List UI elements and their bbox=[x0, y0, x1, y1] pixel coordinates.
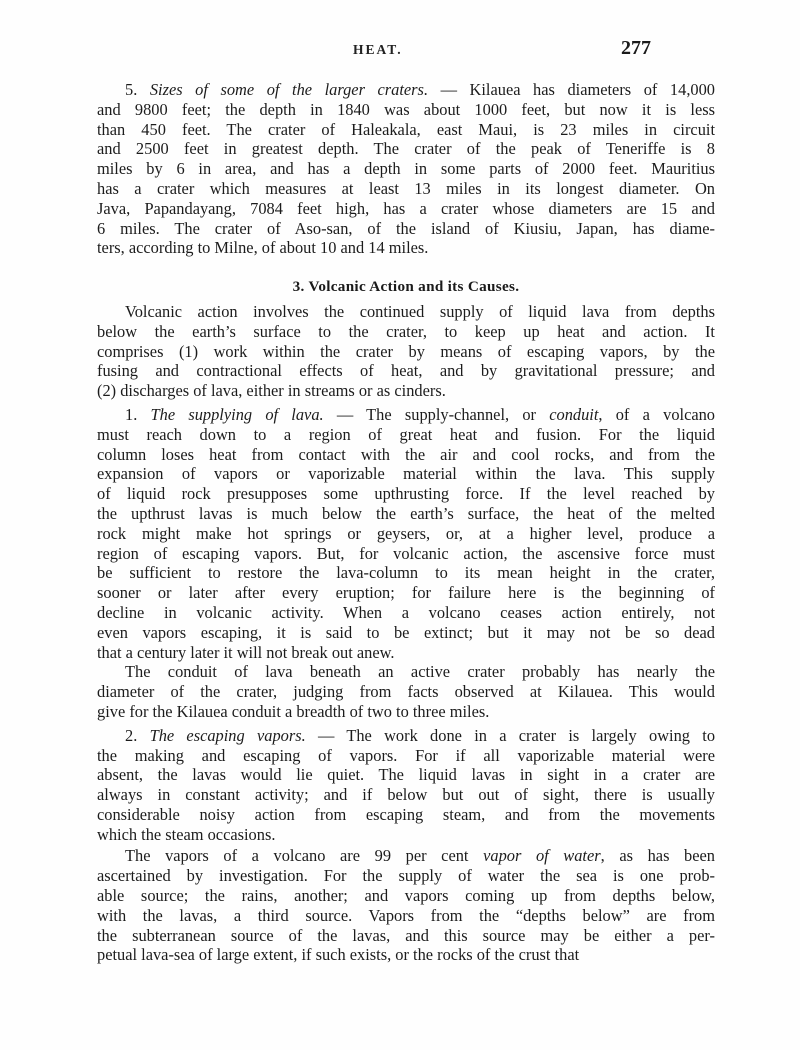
text-line: 2. The escaping vapors. — The work done in a crater is largely owing to bbox=[125, 725, 716, 745]
text-line: and 2500 feet in greatest depth. The crater of the peak of Teneriffe is 8 bbox=[97, 139, 715, 159]
text-line: and 9800 feet; the depth in 1840 was about 1000 feet, but now it is less bbox=[97, 99, 715, 119]
text-line: 5. Sizes of some of the larger craters. — Kilauea has diameters of 14,000 bbox=[125, 80, 715, 99]
text-line: decline in volcanic activity. When a volcano ceases action entirely, not bbox=[97, 602, 715, 622]
text-line: which the steam occasions. bbox=[97, 824, 276, 844]
running-head: HEAT. bbox=[353, 42, 403, 57]
text-line: Java, Papandayang, 7084 feet high, has a crater whose diameters are 15 and bbox=[97, 198, 715, 218]
text-line: diameter of the crater, judging from facts observed at Kilauea. This would bbox=[97, 682, 715, 702]
text-line: sooner or later after every eruption; for failure here is the beginning of bbox=[97, 583, 715, 603]
text-line: ters, according to Milne, of about 10 and 14 miles. bbox=[97, 238, 429, 258]
text-line: ascertained by investigation. For the supply of water the sea is one prob- bbox=[97, 866, 715, 886]
text-line: Volcanic action involves the continued supply of liquid lava from depths bbox=[125, 301, 715, 321]
text-line: The conduit of lava beneath an active crater probably has nearly the bbox=[125, 662, 715, 682]
text-line: 6 miles. The crater of Aso-san, of the island of Kiusiu, Japan, has diame- bbox=[97, 218, 715, 238]
text-line: with the lavas, a third source. Vapors from the “depths below” are from bbox=[97, 905, 715, 925]
text-line: 1. The supplying of lava. — The supply-channel, or conduit, of a volcano bbox=[125, 404, 716, 424]
text-line: considerable noisy action from escaping steam, and from the movements bbox=[97, 804, 715, 824]
text-line: has a crater which measures at least 13 miles in its longest diameter. On bbox=[97, 178, 715, 198]
text-line: expansion of vapors or vaporizable material within the lava. This supply bbox=[97, 464, 715, 484]
text-line: absent, the lavas would lie quiet. The liquid lavas in sight in a crater are bbox=[97, 765, 715, 785]
text-line: the upthrust lavas is much below the earth’s surface, the heat of the melted bbox=[97, 503, 715, 523]
page-number: 277 bbox=[621, 37, 651, 59]
text-line: even vapors escaping, it is said to be extinct; but it may not be so dead bbox=[97, 622, 715, 642]
paragraph-supplying-of-lava bbox=[97, 405, 715, 662]
text-line: the making and escaping of vapors. For if all vaporizable material were bbox=[97, 745, 715, 765]
paragraph-crater-sizes bbox=[97, 80, 715, 258]
text-line: region of escaping vapors. But, for volcanic action, the ascensive force must bbox=[97, 543, 715, 563]
paragraph-lava-conduit bbox=[97, 662, 715, 721]
text-line: must reach down to a region of great heat and fusion. For the liquid bbox=[97, 424, 715, 444]
text-line: able source; the rains, another; and vapors coming up from depths below, bbox=[97, 886, 715, 906]
paragraph-escaping-vapors bbox=[97, 726, 715, 845]
text-line: (2) discharges of lava, either in streams or as cinders. bbox=[97, 381, 446, 401]
text-line: of liquid rock presupposes some upthrusting force. If the level reached by bbox=[97, 484, 715, 504]
text-line: than 450 feet. The crater of Haleakala, east Maui, is 23 miles in circuit bbox=[97, 119, 715, 139]
text-line: always in constant activity; and if below but out of sight, there is usually bbox=[97, 785, 715, 805]
text-line: below the earth’s surface to the crater, to keep up heat and action. It bbox=[97, 321, 715, 341]
text-line: column loses heat from contact with the air and cool rocks, and from the bbox=[97, 444, 715, 464]
text-line: that a century later it will not break out anew. bbox=[97, 642, 395, 662]
text-line: give for the Kilauea conduit a breadth of two to three miles. bbox=[97, 701, 490, 721]
paragraph-vapor-composition bbox=[97, 846, 715, 965]
section-heading: 3. Volcanic Action and its Causes. bbox=[292, 278, 520, 296]
text-line: be sufficient to restore the lava-column to its mean height in the crater, bbox=[97, 563, 715, 583]
text-line: the subterranean source of the lavas, and this source may be either a per- bbox=[97, 925, 715, 945]
text-line: The vapors of a volcano are 99 per cent vapor of water, as has been bbox=[125, 846, 716, 866]
text-line: miles by 6 in area, and has a depth in some parts of 2000 feet. Mauritius bbox=[97, 159, 715, 179]
running-header bbox=[0, 0, 800, 70]
page-body bbox=[97, 80, 715, 965]
paragraph-volcanic-action-intro bbox=[97, 302, 715, 401]
text-line: rock might make hot springs or geysers, or, at a higher level, produce a bbox=[97, 523, 715, 543]
text-line: petual lava-sea of large extent, if such exists, or the rocks of the crust that bbox=[97, 945, 580, 965]
text-line: fusing and contractional effects of heat, and by gravitational pressure; and bbox=[97, 361, 715, 381]
text-line: comprises (1) work within the crater by means of escaping vapors, by the bbox=[97, 341, 715, 361]
